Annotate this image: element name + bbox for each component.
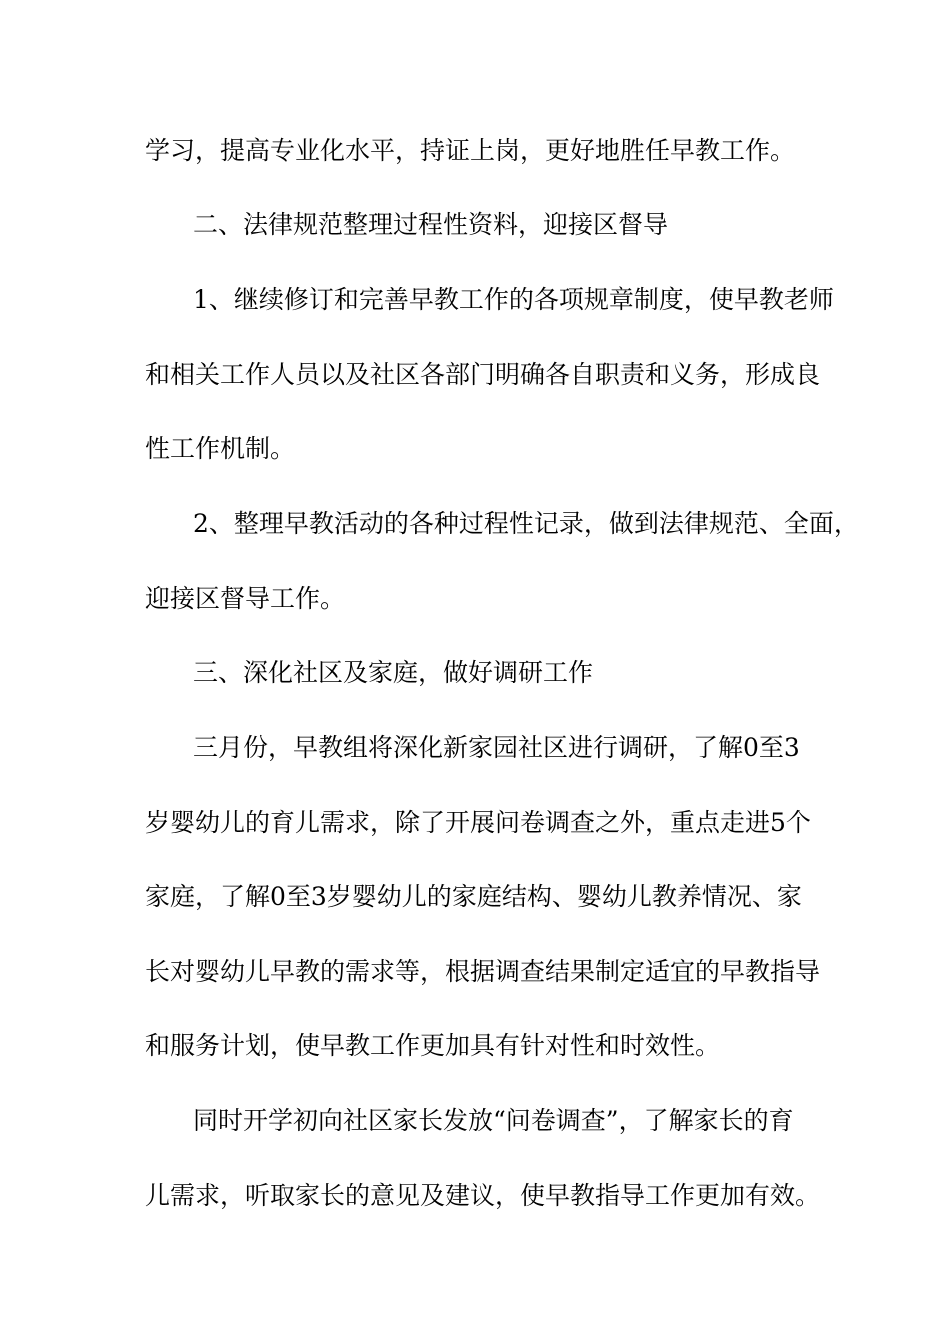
paragraph-line: 三月份，早教组将深化新家园社区进行调研，了解0至3 [193,733,800,762]
paragraph-line: 迎接区督导工作。 [145,584,346,613]
paragraph-line: 学习，提高专业化水平，持证上岗，更好地胜任早教工作。 [145,136,796,165]
paragraph-line: 2、整理早教活动的各种过程性记录，做到法律规范、全面， [193,509,859,538]
paragraph-line: 家庭，了解0至3岁婴幼儿的家庭结构、婴幼儿教养情况、家 [145,882,802,911]
paragraph-line: 1、继续修订和完善早教工作的各项规章制度，使早教老师 [193,285,834,314]
paragraph-line: 儿需求，听取家长的意见及建议，使早教指导工作更加有效。 [145,1181,821,1210]
section-heading: 二、法律规范整理过程性资料，迎接区督导 [193,210,669,239]
section-heading: 三、深化社区及家庭，做好调研工作 [193,658,594,687]
paragraph-line: 性工作机制。 [145,434,296,463]
paragraph-line: 岁婴幼儿的育儿需求，除了开展问卷调查之外，重点走进5个 [145,808,811,837]
paragraph-line: 和服务计划，使早教工作更加具有针对性和时效性。 [145,1031,721,1060]
paragraph-line: 同时开学初向社区家长发放“问卷调查”，了解家长的育 [193,1106,794,1135]
paragraph-line: 长对婴幼儿早教的需求等，根据调查结果制定适宜的早教指导 [145,957,821,986]
paragraph-line: 和相关工作人员以及社区各部门明确各自职责和义务，形成良 [145,360,821,389]
